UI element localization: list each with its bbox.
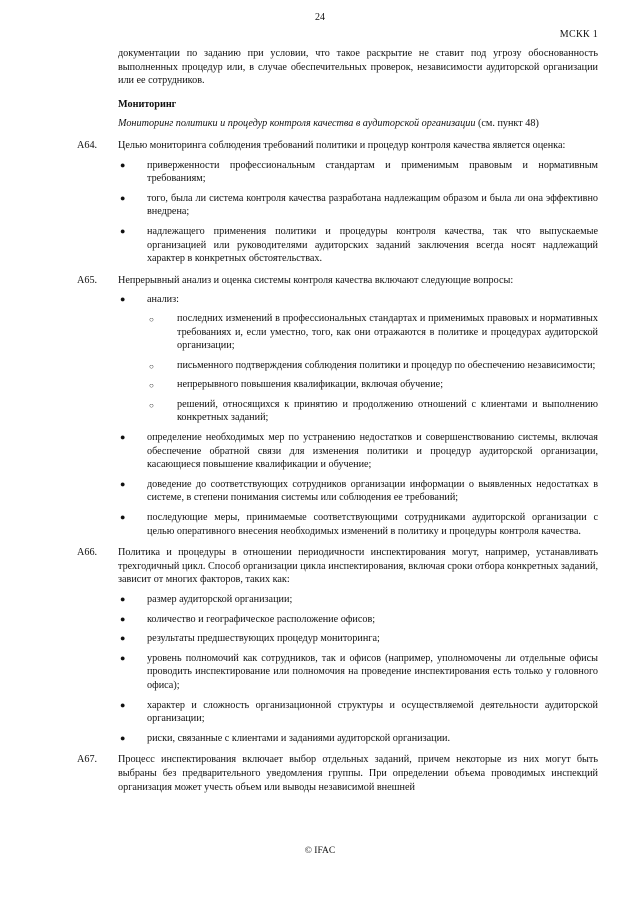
list-item-text: характер и сложность организационной структуры и осуществляемой деятельности аудиторской организации; — [147, 699, 598, 725]
document-body — [77, 47, 598, 794]
list-item-text: анализ: — [147, 294, 179, 306]
bullet-list — [118, 593, 598, 745]
bullet-icon: ● — [120, 512, 126, 523]
paragraph-label: A65. — [77, 274, 98, 286]
list-item — [118, 593, 598, 607]
list-item-text: количество и географическое расположение офисов; — [147, 613, 376, 625]
list-item — [118, 159, 598, 186]
circle-bullet-icon: ○ — [149, 361, 154, 371]
list-item — [118, 478, 598, 505]
bullet-icon: ● — [120, 294, 126, 305]
paragraph-text: Целью мониторинга соблюдения требований политики и процедур контроля качества является оценка: — [118, 139, 566, 151]
bullet-icon: ● — [120, 633, 126, 644]
sub-bullet-list — [147, 312, 598, 425]
bullet-icon: ● — [120, 699, 126, 710]
sub-list-item — [147, 398, 598, 425]
paragraph-a67 — [77, 753, 598, 794]
bullet-list — [118, 159, 598, 266]
sub-list-item-text: решений, относящихся к принятию и продолжению отношений с клиентами и выполнению конкретных заданий; — [177, 398, 598, 424]
bullet-icon: ● — [120, 732, 126, 743]
copyright-footer: © IFAC — [304, 846, 336, 856]
list-item — [118, 511, 598, 538]
list-item-text: определение необходимых мер по устранению недостатков и совершенствованию системы, включая обеспечение обратной связи для изменения политики и процедур аудиторской организации, касающиеся повышение квалификации и обучение; — [147, 432, 598, 471]
bullet-icon: ● — [120, 192, 126, 203]
list-item — [118, 225, 598, 266]
paragraph-text: Непрерывный анализ и оценка системы контроля качества включают следующие вопросы: — [118, 274, 514, 286]
paragraph-text: Политика и процедуры в отношении периодичности инспектирования могут, например, устанавливать трехгодичный цикл. Способ организации цикла инспектирования, включая сроки отбора конкретных заданий, зависит от многих факторов, таких как: — [118, 547, 598, 586]
circle-bullet-icon: ○ — [149, 314, 154, 324]
subheading-reference: (см. пункт 48) — [475, 118, 539, 130]
bullet-icon: ● — [120, 159, 126, 170]
list-item — [118, 431, 598, 472]
circle-bullet-icon: ○ — [149, 381, 154, 391]
sub-list-item — [147, 312, 598, 353]
list-item-text: приверженности профессиональным стандартам и применимым правовым и нормативным требованиям; — [147, 159, 598, 185]
bullet-list — [118, 293, 598, 538]
list-item — [118, 732, 598, 746]
sub-list-item — [147, 359, 598, 373]
paragraph-label: A66. — [77, 547, 98, 559]
list-item-text: доведение до соответствующих сотрудников организации информации о выявленных недостатках в системе, в степени понимания системы или соблюдения ее требований; — [147, 478, 598, 504]
paragraph-label: A67. — [77, 754, 98, 766]
list-item-text: размер аудиторской организации; — [147, 594, 293, 605]
bullet-icon: ● — [120, 432, 126, 443]
list-item — [118, 192, 598, 219]
page-number: 24 — [315, 12, 325, 23]
list-item — [118, 613, 598, 627]
list-item — [118, 632, 598, 646]
list-item-text: результаты предшествующих процедур мониторинга; — [147, 633, 380, 645]
bullet-icon: ● — [120, 594, 126, 604]
paragraph-text: Процесс инспектирования включает выбор отдельных заданий, причем некоторые из них могут быть выбраны без предварительного уведомления группы. При определении объема проводимых инспекций организация может учесть объем или выводы независимой внешней — [118, 754, 598, 793]
bullet-icon: ● — [120, 652, 126, 663]
circle-bullet-icon: ○ — [149, 400, 154, 410]
list-item-text: риски, связанные с клиентами и заданиями аудиторской организации. — [147, 732, 451, 744]
list-item-text: последующие меры, принимаемые соответствующими сотрудниками аудиторской организации с целью оперативного внесения необходимых изменений в политику и процедуры контроля качества. — [147, 512, 598, 537]
list-item — [118, 652, 598, 693]
sub-list-item-text: непрерывного повышения квалификации, включая обучение; — [177, 379, 444, 391]
bullet-icon: ● — [120, 613, 126, 624]
list-item-text: надлежащего применения политики и процедуры контроля качества, так что выпускаемые организацией или руководителями аудиторских заданий заключения всегда носят надлежащий характер в конкретных обстоятельствах. — [147, 225, 598, 265]
sub-list-item-text: последних изменений в профессиональных стандартах и применимых правовых и нормативных требованиях и, если уместно, того, как они отражаются в политике и процедурах аудиторской организации; — [177, 312, 598, 352]
paragraph-a64 — [77, 139, 598, 266]
subheading-title: Мониторинг политики и процедур контроля качества в аудиторской организации — [118, 118, 476, 130]
bullet-icon: ● — [120, 225, 126, 236]
section-heading: Мониторинг — [118, 98, 177, 110]
paragraph-a66 — [77, 546, 598, 745]
intro-paragraph: документации по заданию при условии, что такое раскрытие не ставит под угрозу обоснованность выполненных процедур или, в случае обеспечительных проверок, независимости аудиторской организации или ее сотрудников. — [118, 48, 598, 87]
list-item-text: уровень полномочий как сотрудников, так и офисов (например, уполномочены ли отдельные офисы проводить инспектирование или полномочия на проведение инспектирования есть только у головного офиса); — [147, 652, 598, 691]
list-item — [118, 293, 598, 425]
list-item-text: того, была ли система контроля качества разработана надлежащим образом и была ли она эффективно внедрена; — [147, 192, 598, 218]
paragraph-a65 — [77, 274, 598, 539]
sub-list-item — [147, 378, 598, 392]
bullet-icon: ● — [120, 478, 126, 489]
standard-code: МСКК 1 — [559, 29, 598, 40]
sub-list-item-text: письменного подтверждения соблюдения политики и процедур по обеспечению независимости; — [177, 359, 596, 371]
subsection-heading — [118, 117, 598, 131]
list-item — [118, 699, 598, 726]
paragraph-label: A64. — [77, 139, 98, 151]
